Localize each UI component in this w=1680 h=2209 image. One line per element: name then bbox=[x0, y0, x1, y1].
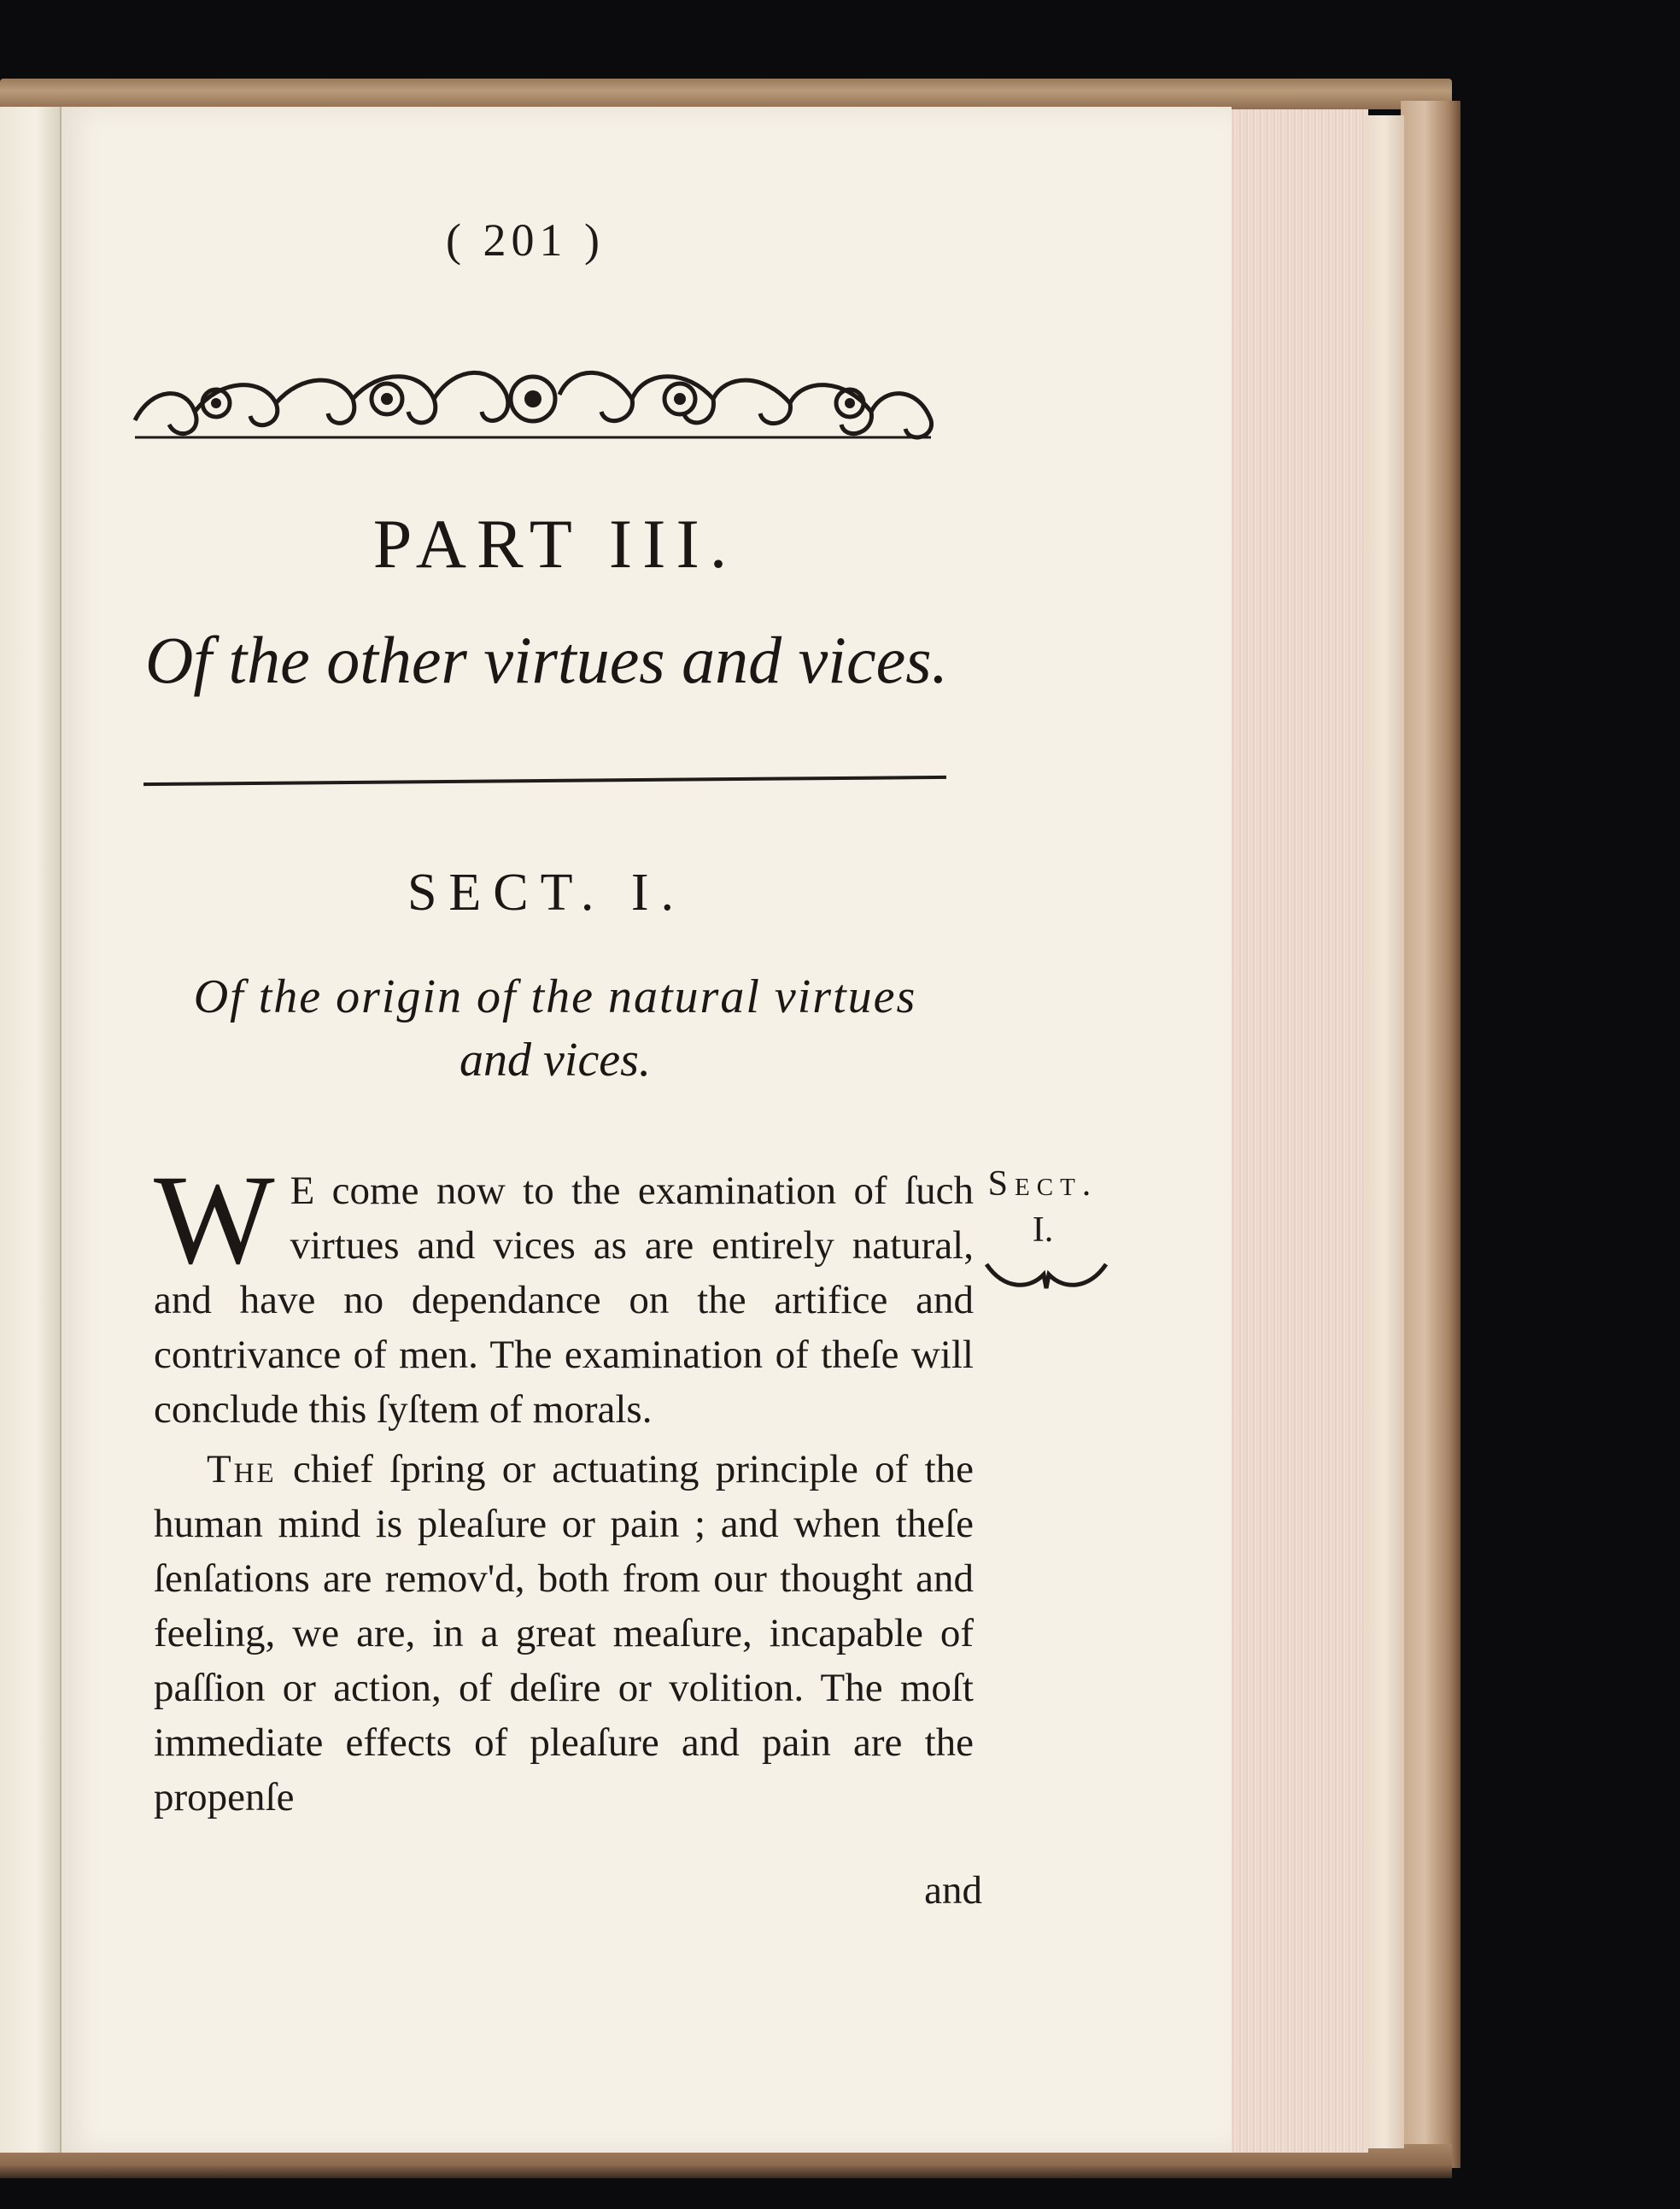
headpiece-ornament bbox=[126, 352, 940, 453]
page-fore-edge-inner bbox=[1365, 115, 1404, 2148]
paragraph-1-text: E come now to the examination of ſuch virtues and vices as are entirely natural, and have no dependance on the artifice and contrivance of men. The examination of theſe will conclude this ſyſtem of morals. bbox=[154, 1169, 974, 1432]
page-fore-edge bbox=[1230, 109, 1368, 2153]
margin-note-number: I. bbox=[1032, 1210, 1054, 1250]
margin-note bbox=[970, 1163, 1115, 1251]
page-number: ( 201 ) bbox=[446, 214, 605, 266]
paragraph-2-text: chief ſpring or actuating principle of the human mind is pleaſure or pain ; and when theſe ſenſations are remov'd, both from our thought and feeling, we are, in a great meaſure, incapable of paſſion or action, of deſire or volition. The moſt immediate effects of pleaſure and pain are the propenſe bbox=[154, 1447, 974, 1819]
body-text bbox=[154, 1149, 974, 1825]
part-subtitle: Of the other virtues and vices. bbox=[144, 623, 949, 697]
section-subtitle-line-2: and vices. bbox=[460, 1034, 651, 1087]
catchword: and bbox=[924, 1868, 982, 1913]
paragraph-2-lead: The bbox=[207, 1447, 277, 1491]
margin-note-sect: Sect. bbox=[987, 1164, 1098, 1204]
section-title: SECT. I. bbox=[407, 864, 687, 922]
facing-page-edge bbox=[0, 107, 61, 2153]
book-cover-right-edge bbox=[1401, 101, 1460, 2168]
margin-brace-icon bbox=[982, 1256, 1110, 1298]
section-subtitle-line-1: Of the origin of the natural virtues bbox=[193, 970, 917, 1023]
section-subtitle bbox=[145, 965, 965, 1092]
part-title: PART III. bbox=[372, 505, 738, 583]
paragraph-1 bbox=[154, 1149, 974, 1437]
book-cover-top-edge bbox=[0, 79, 1452, 109]
drop-cap: W bbox=[154, 1149, 275, 1291]
paragraph-2 bbox=[154, 1442, 974, 1825]
